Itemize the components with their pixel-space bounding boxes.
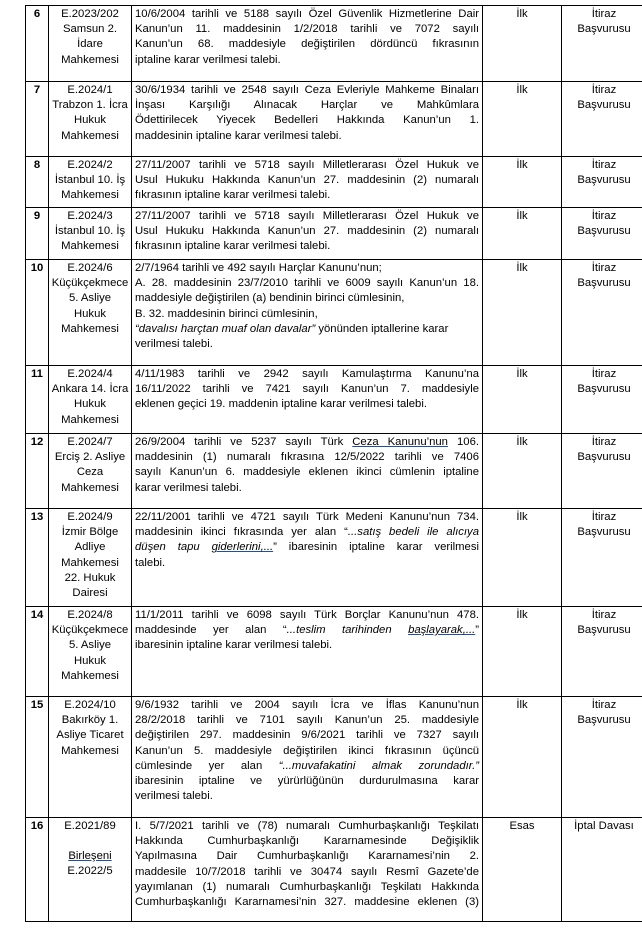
table-row — [26, 607, 642, 697]
subject-cell: 10/6/2004 tarihli ve 5188 sayılı Özel Güvenlik Hizmetlerine Dair Kanun’un 11. maddesinin 1/2/2018 tarihli ve 7072 sayılı Kanun’un 68. maddesiyle değiştirilen dördüncü fıkrasının iptaline karar verilmesi talebi. — [132, 6, 483, 82]
court-cell: E.2023/202 Samsun 2. İdare Mahkemesi — [49, 6, 132, 82]
table-row — [26, 697, 642, 818]
type-cell: İtiraz Başvurusu — [562, 157, 642, 208]
subject-cell: 11/1/2011 tarihli ve 6098 sayılı Türk Borçlar Kanunu’nun 478. maddesinde yer alan “...teslim tarihinden başlayarak,...” ibaresinin iptaline karar verilmesi talebi. — [132, 607, 483, 697]
row-number: 7 — [26, 82, 49, 157]
court-cell: E.2024/4 Ankara 14. İcra Hukuk Mahkemesi — [49, 366, 132, 434]
court-cell: E.2024/8 Küçükçekmece 5. Asliye Hukuk Mahkemesi — [49, 607, 132, 697]
stage-cell: İlk — [483, 208, 562, 260]
type-cell: İtiraz Başvurusu — [562, 366, 642, 434]
subject-cell: 27/11/2007 tarihli ve 5718 sayılı Milletlerarası Özel Hukuk ve Usul Hukuku Hakkında Kanun’un 27. maddesinin (2) numaralı fıkrasının iptaline karar verilmesi talebi. — [132, 208, 483, 260]
court-cell: E.2024/9 İzmir Bölge Adliye Mahkemesi 22. Hukuk Dairesi — [49, 509, 132, 607]
type-cell: İtiraz Başvurusu — [562, 6, 642, 82]
subject-cell: 27/11/2007 tarihli ve 5718 sayılı Milletlerarası Özel Hukuk ve Usul Hukuku Hakkında Kanun’un 27. maddesinin (2) numaralı fıkrasının iptaline karar verilmesi talebi. — [132, 157, 483, 208]
underlined-phrase: Ceza Kanunu’nun — [352, 436, 448, 448]
stage-cell: İlk — [483, 509, 562, 607]
row-number: 11 — [26, 366, 49, 434]
quoted-phrase: “davalısı harçtan muaf olan davalar” — [135, 322, 316, 335]
table-row — [26, 82, 642, 157]
merged-case-label: Birleşeni — [68, 850, 112, 863]
table-row — [26, 260, 642, 366]
court-cell: E.2024/6 Küçükçekmece 5. Asliye Hukuk Mahkemesi — [49, 260, 132, 366]
stage-cell: İlk — [483, 366, 562, 434]
type-cell: İptal Davası — [562, 818, 642, 922]
court-cell: E.2024/7 Erciş 2. Asliye Ceza Mahkemesi — [49, 434, 132, 509]
case-table — [25, 5, 642, 922]
court-cell: E.2024/10 Bakırköy 1. Asliye Ticaret Mahkemesi — [49, 697, 132, 818]
table-row — [26, 366, 642, 434]
row-number: 10 — [26, 260, 49, 366]
subject-cell: 26/9/2004 tarihli ve 5237 sayılı Türk Ceza Kanunu’nun 106. maddesinin (1) numaralı fıkrasına 12/5/2022 tarihli ve 7406 sayılı Kanun’un 6. maddesiyle eklenen ikinci cümlenin iptaline karar verilmesi talebi. — [132, 434, 483, 509]
underlined-phrase: giderlerini,... — [211, 541, 274, 554]
stage-cell: İlk — [483, 82, 562, 157]
row-number: 13 — [26, 509, 49, 607]
stage-cell: İlk — [483, 607, 562, 697]
row-number: 12 — [26, 434, 49, 509]
type-cell: İtiraz Başvurusu — [562, 697, 642, 818]
type-cell: İtiraz Başvurusu — [562, 509, 642, 607]
court-cell: E.2021/89 Birleşeni E.2022/5 — [49, 818, 132, 922]
table-row — [26, 208, 642, 260]
subject-cell: 30/6/1934 tarihli ve 2548 sayılı Ceza Evleriyle Mahkeme Binaları İnşası Karşılığı Alınacak Harçlar ve Mahkûmlara Ödettirilecek Yiyecek Bedelleri Hakkında Kanun’un 1. maddesinin iptaline karar verilmesi talebi. — [132, 82, 483, 157]
table-row — [26, 6, 642, 82]
subject-cell: 4/11/1983 tarihli ve 2942 sayılı Kamulaştırma Kanunu’na 16/11/2022 tarihli ve 7421 sayılı Kanun’un 7. maddesiyle eklenen geçici 19. maddenin iptaline karar verilmesi talebi. — [132, 366, 483, 434]
court-cell: E.2024/3 İstanbul 10. İş Mahkemesi — [49, 208, 132, 260]
row-number: 14 — [26, 607, 49, 697]
court-cell: E.2024/2 İstanbul 10. İş Mahkemesi — [49, 157, 132, 208]
table-row — [26, 509, 642, 607]
type-cell: İtiraz Başvurusu — [562, 208, 642, 260]
subject-cell: I. 5/7/2021 tarihli ve (78) numaralı Cumhurbaşkanlığı Teşkilatı Hakkında Cumhurbaşkanlığı Kararnamesinde Değişiklik Yapılmasına Dair Cumhurbaşkanlığı Kararnamesi’nin 2. maddesile 10/7/2018 tarihli ve 30474 sayılı Resmî Gazete’de yayımlanan (1) numaralı Cumhurbaşkanlığı Teşkilatı Hakkında Cumhurbaşkanlığı Kararnamesi’nin 327. maddesine eklenen (3) — [132, 818, 483, 922]
table-row — [26, 818, 642, 922]
row-number: 16 — [26, 818, 49, 922]
table-row — [26, 157, 642, 208]
subject-cell: 2/7/1964 tarihli ve 492 sayılı Harçlar Kanunu’nun; A. 28. maddesinin 23/7/2010 tarihli ve 6009 sayılı Kanun’un 18. maddesiyle değiştirilen (a) bendinin birinci cümlesinin, B. 32. maddesinin birinci cümlesinin, “davalısı harçtan muaf olan davalar” yönünden iptallerine karar verilmesi talebi. — [132, 260, 483, 366]
type-cell: İtiraz Başvurusu — [562, 434, 642, 509]
stage-cell: İlk — [483, 6, 562, 82]
row-number: 6 — [26, 6, 49, 82]
table-row — [26, 434, 642, 509]
type-cell: İtiraz Başvurusu — [562, 82, 642, 157]
row-number: 15 — [26, 697, 49, 818]
type-cell: İtiraz Başvurusu — [562, 260, 642, 366]
stage-cell: İlk — [483, 697, 562, 818]
stage-cell: Esas — [483, 818, 562, 922]
stage-cell: İlk — [483, 434, 562, 509]
type-cell: İtiraz Başvurusu — [562, 607, 642, 697]
court-cell: E.2024/1 Trabzon 1. İcra Hukuk Mahkemesi — [49, 82, 132, 157]
stage-cell: İlk — [483, 260, 562, 366]
subject-cell: 22/11/2001 tarihli ve 4721 sayılı Türk Medeni Kanunu’nun 734. maddesinin ikinci fıkrasında yer alan “...satış bedeli ile alıcıya düşen tapu giderlerini,...” ibaresinin iptaline karar verilmesi talebi. — [132, 509, 483, 607]
underlined-phrase: başlayarak,... — [408, 624, 476, 637]
stage-cell: İlk — [483, 157, 562, 208]
subject-cell: 9/6/1932 tarihli ve 2004 sayılı İcra ve İflas Kanunu’nun 28/2/2018 tarihli ve 7101 sayılı Kanun’un 25. maddesiyle değiştirilen 297. maddesinin 9/6/2021 tarihli ve 7327 sayılı Kanun’un 5. maddesiyle değiştirilen ikinci fıkrasının üçüncü cümlesinde yer alan “...muvafakatini almak zorundadır.” ibaresinin iptaline ve yürürlüğünün durdurulmasına karar verilmesi talebi. — [132, 697, 483, 818]
row-number: 8 — [26, 157, 49, 208]
row-number: 9 — [26, 208, 49, 260]
